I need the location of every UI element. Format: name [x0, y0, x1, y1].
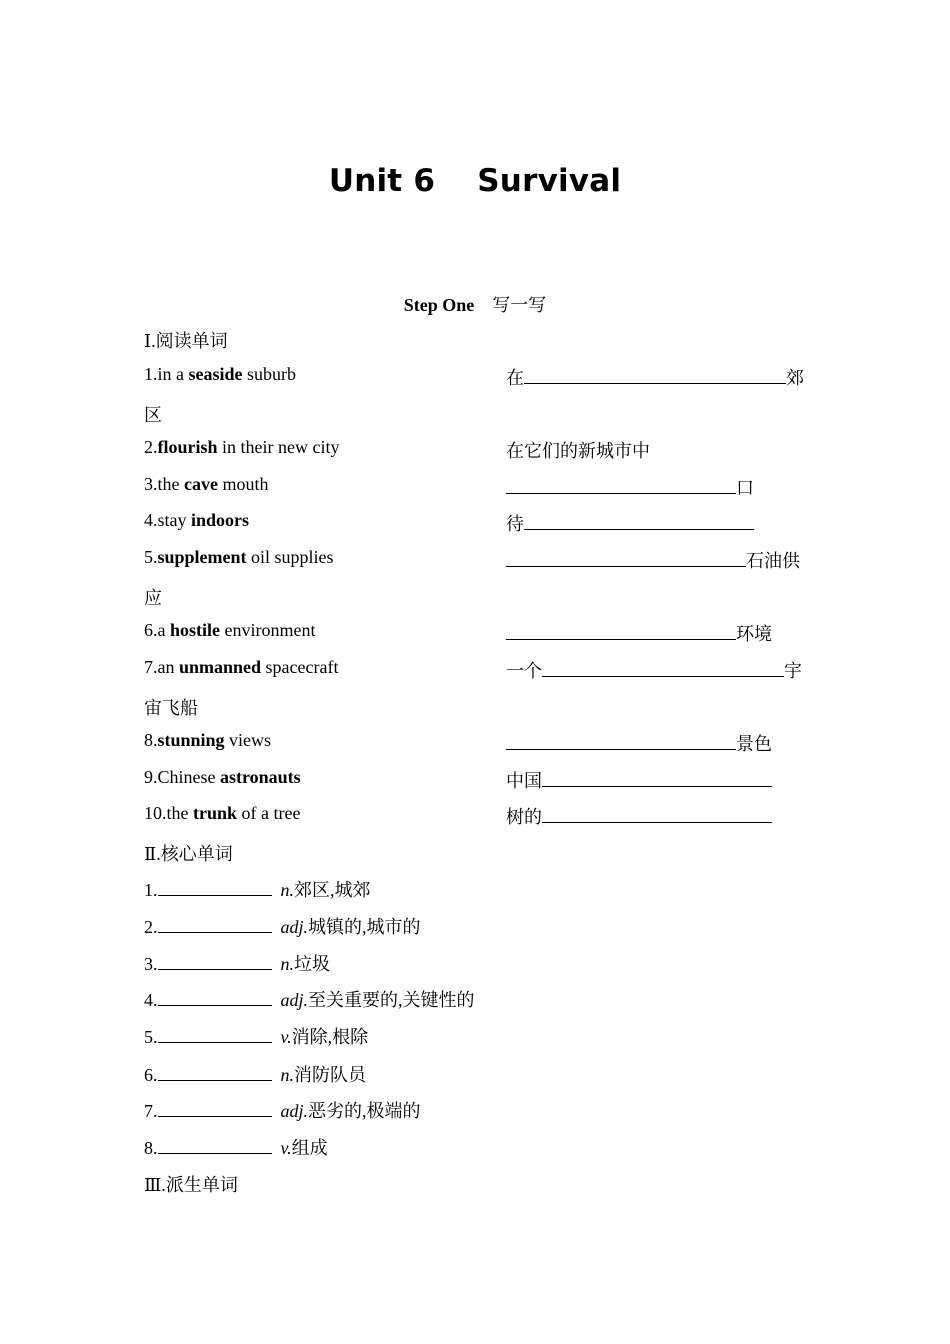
step-cn: 写一写 — [492, 295, 547, 315]
answer-blank[interactable] — [158, 951, 272, 970]
section-core-heading: Ⅱ.核心单词 — [144, 844, 233, 864]
answer-blank[interactable] — [524, 365, 786, 384]
section-reading-heading: Ⅰ.阅读单词 — [144, 331, 228, 351]
answer-blank[interactable] — [158, 914, 272, 933]
reading-answer-10: 树的 — [506, 803, 772, 829]
reading-item-2: 2.flourish in their new city — [144, 437, 340, 457]
core-item-3: 3. n.垃圾 — [144, 950, 330, 976]
answer-blank[interactable] — [158, 877, 272, 896]
answer-blank[interactable] — [506, 475, 736, 494]
answer-blank[interactable] — [542, 804, 772, 823]
answer-blank[interactable] — [158, 1024, 272, 1043]
reading-item-3: 3.the cave mouth — [144, 474, 269, 494]
reading-answer-3: 口 — [506, 474, 754, 500]
answer-blank[interactable] — [506, 548, 746, 567]
reading-answer-7: 一个 宇 — [506, 657, 802, 683]
reading-answer-7-cont: 宙飞船 — [144, 698, 198, 718]
core-item-5: 5. v.消除,根除 — [144, 1023, 368, 1049]
step-label: Step One — [403, 295, 475, 315]
reading-answer-5-cont: 应 — [144, 588, 162, 608]
reading-answer-6: 环境 — [506, 620, 772, 646]
reading-answer-9: 中国 — [506, 767, 772, 793]
answer-blank[interactable] — [542, 658, 784, 677]
core-item-8: 8. v.组成 — [144, 1134, 328, 1160]
reading-item-6: 6.a hostile environment — [144, 620, 316, 640]
reading-item-8: 8.stunning views — [144, 730, 272, 750]
page-title: Unit 6 Survival — [328, 163, 622, 199]
answer-blank[interactable] — [524, 511, 754, 530]
answer-blank[interactable] — [506, 731, 736, 750]
core-item-6: 6. n.消防队员 — [144, 1061, 366, 1087]
reading-item-4: 4.stay indoors — [144, 510, 250, 530]
answer-blank[interactable] — [158, 1098, 272, 1117]
answer-blank[interactable] — [506, 621, 736, 640]
reading-item-9: 9.Chinese astronauts — [144, 767, 301, 787]
core-item-4: 4. adj.至关重要的,关键性的 — [144, 986, 475, 1012]
answer-blank[interactable] — [158, 1135, 272, 1154]
step-heading — [0, 291, 950, 317]
reading-answer-1-cont: 区 — [144, 405, 162, 425]
reading-item-5: 5.supplement oil supplies — [144, 547, 334, 567]
reading-answer-8: 景色 — [506, 730, 772, 756]
answer-blank[interactable] — [158, 1062, 272, 1081]
answer-blank[interactable] — [158, 987, 272, 1006]
reading-item-10: 10.the trunk of a tree — [144, 803, 301, 823]
core-item-2: 2. adj.城镇的,城市的 — [144, 913, 421, 939]
reading-answer-5: 石油供 — [506, 547, 800, 573]
reading-item-1: 1.in a seaside suburb — [144, 364, 296, 384]
reading-answer-1: 在 郊 — [506, 364, 804, 390]
section-derived-heading: Ⅲ.派生单词 — [144, 1175, 238, 1195]
reading-item-7: 7.an unmanned spacecraft — [144, 657, 339, 677]
reading-answer-2: 在它们的新城市中 — [506, 441, 650, 461]
core-item-1: 1. n.郊区,城郊 — [144, 876, 371, 902]
answer-blank[interactable] — [542, 768, 772, 787]
core-item-7: 7. adj.恶劣的,极端的 — [144, 1097, 421, 1123]
reading-answer-4: 待 — [506, 510, 754, 536]
